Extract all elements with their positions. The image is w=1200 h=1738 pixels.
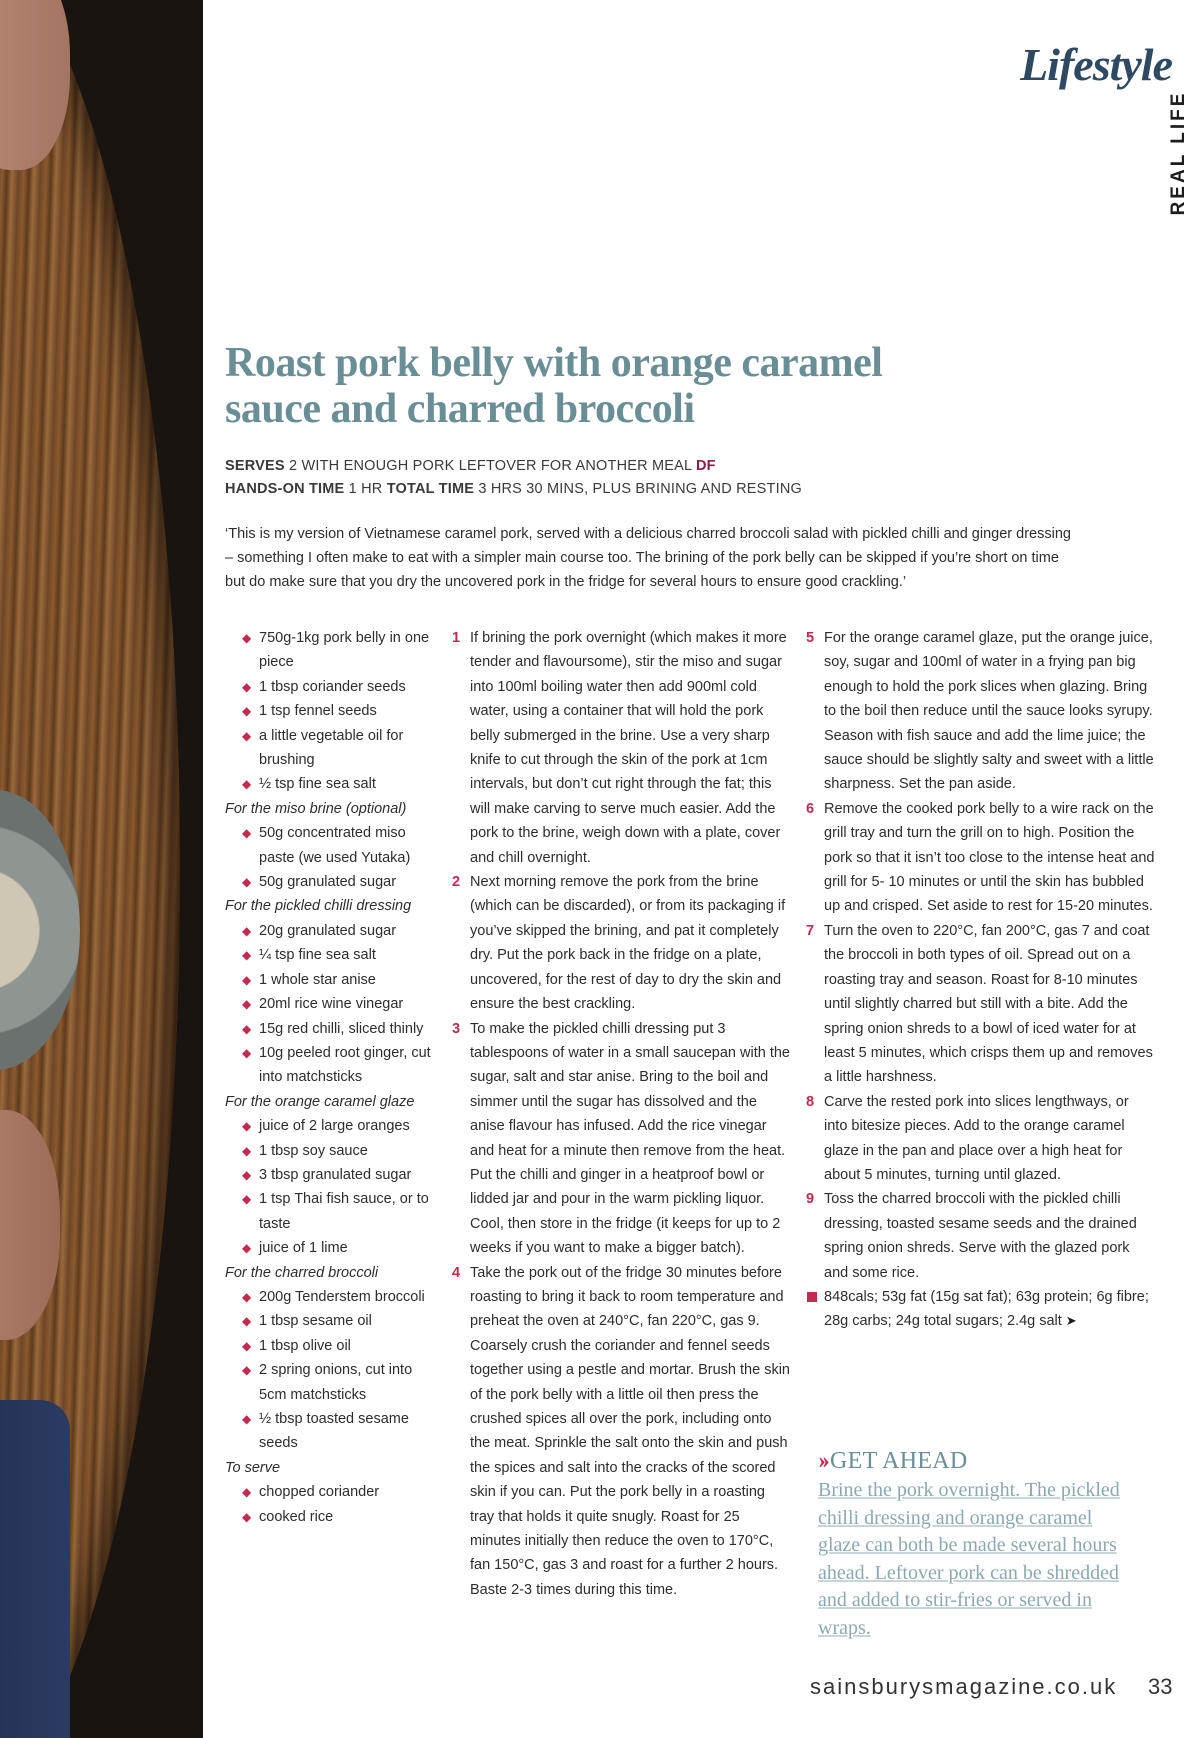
ingredient-item: ◆ 1 tbsp olive oil [225,1334,440,1358]
step-number: 4 [452,1264,461,1281]
get-ahead-body: Brine the pork overnight. The pickled chilli dressing and orange caramel glaze can both be made several hours ahead. Leftover pork can be shredded and added to stir-fries or served in wraps. [818,1479,1120,1639]
ingredient-item: ◆ a little vegetable oil for brushing [225,724,440,773]
ingredient-item: ◆ 1 tsp fennel seeds [225,699,440,723]
ingredient-item: ◆ 1 tbsp soy sauce [225,1139,440,1163]
step-text: If brining the pork overnight (which makes it more tender and flavoursome), stir the miso and sugar into 100ml boiling water then add 900ml cold water, using a container that will hold the pork belly submerged in the brine. Use a very sharp knife to cut through the skin of the pork at 1cm intervals, but don’t cut right through the fat; this will make carving to serve much easier. Add the pork to the brine, weigh down with a plate, cover and chill overnight. [470,630,787,866]
method-step [452,626,792,870]
method-step [452,1261,792,1603]
step-text: To make the pickled chilli dressing put 3 tablespoons of water in a small saucepan with the sugar, salt and star anise. Bring to the boil and simmer until the sugar has dissolved and the anise flavour has infused. Add the rice vinegar and heat for a minute then remove from the heat. Put the chilli and ginger in a heatproof bowl or lidded jar and pour in the warm pickling liquor. Cool, then store in the fridge (it keeps for up to 2 weeks if you want to make a bigger batch). [470,1020,790,1257]
step-text: Toss the charred broccoli with the pickled chilli dressing, toasted sesame seeds and the drained spring onion shreds. Serve with the glazed pork and some rice. [824,1191,1137,1281]
ingredient-item: ◆ juice of 2 large oranges [225,1114,440,1138]
method-column-1 [452,626,792,1602]
ingredient-group-heading: For the miso brine (optional) [225,800,407,817]
ingredient-item: ◆ 1 tbsp sesame oil [225,1309,440,1333]
ingredient-item: ◆ 2 spring onions, cut into 5cm matchsticks [225,1358,440,1407]
ingredient-item: ◆ 750g-1kg pork belly in one piece [225,626,440,675]
step-number: 3 [452,1020,461,1037]
ingredient-item: ◆ cooked rice [225,1505,440,1529]
method-step [452,1017,792,1261]
ingredient-item: ◆ ½ tbsp toasted sesame seeds [225,1407,440,1456]
step-number: 2 [452,874,461,891]
step-number: 6 [806,800,815,817]
step-text: Carve the rested pork into slices lengthways, or into bitesize pieces. Add to the orange caramel glaze in the pan and place over a high heat for about 5 minutes, turning until glazed. [824,1093,1129,1183]
ingredient-item: ◆ 1 tbsp coriander seeds [225,675,440,699]
step-text: Next morning remove the pork from the brine (which can be discarded), or from its packaging if you’ve skipped the brining, and pat it completely dry. Put the pork back in the fridge on a plate, uncovered, for the rest of day to dry the skin and ensure the best crackling. [470,874,786,1013]
step-text: Turn the oven to 220°C, fan 200°C, gas 7 and coat the broccoli in both types of oil. Spread out on a roasting tray and season. Roast for 8-10 minutes until slightly charred but still with a bite. Add the spring onion shreds to a bowl of iced water for at least 5 minutes, which crisps them up and removes a little harshness. [824,922,1153,1086]
method-step [806,1090,1156,1188]
step-text: Take the pork out of the fridge 30 minutes before roasting to bring it back to room temperature and preheat the oven at 240°C, fan 220°C, gas 9. Coarsely crush the coriander and fennel seeds together using a pestle and mortar. Brush the skin of the pork belly with a little oil then press the crushed spices all over the pork, including onto the meat. Sprinkle the salt onto the skin and push the spices and salt into the cracks of the scored skin if you can. Put the pork belly in a roasting tray that holds it quite snugly. Roast for 25 minutes initially then reduce the oven to 170°C, fan 150°C, gas 3 and roast for a further 2 hours. Baste 2-3 times during this time. [470,1264,790,1598]
step-number: 8 [806,1093,815,1110]
ingredient-item: ◆ 20g granulated sugar [225,919,440,943]
recipe-title: Roast pork belly with orange caramel sauce and charred broccoli [225,340,883,432]
ingredient-item: ◆ ½ tsp fine sea salt [225,772,440,796]
footer-url: sainsburysmagazine.co.uk [810,1674,1118,1699]
ingredient-item: ◆ 3 tbsp granulated sugar [225,1163,440,1187]
method-column-2 [806,626,1156,1334]
recipe-meta [225,455,802,501]
method-step [452,870,792,1016]
get-ahead-box [818,1448,1138,1642]
ingredient-item: ◆ 15g red chilli, sliced thinly [225,1017,440,1041]
step-number: 9 [806,1191,815,1208]
ingredient-item: ◆ 50g granulated sugar [225,870,440,894]
step-number: 1 [452,630,461,646]
get-ahead-heading: ›› GET AHEAD [818,1448,968,1474]
step-number: 5 [806,630,815,646]
page-number: 33 [1148,1674,1173,1699]
step-text: Remove the cooked pork belly to a wire rack on the grill tray and turn the grill on to high. Position the pork so that it isn’t too close to the intense heat and grill for 5- 10 minutes or until the skin has bubbled up and crisped. Set aside to rest for 15-20 minutes. [824,800,1155,915]
sleeve [0,1400,70,1738]
method-step [806,1187,1156,1285]
brand-logo: Lifestyle [1020,39,1172,90]
ingredient-item: ◆ ¼ tsp fine sea salt [225,943,440,967]
step-text: For the orange caramel glaze, put the orange juice, soy, sugar and 100ml of water in a frying pan big enough to hold the pork slices when glazing. Bring to the boil then reduce until the sauce looks syrupy. Season with fish sauce and add the lime juice; the sauce should be slightly salty and sweet with a little sharpness. Set the pan aside. [824,630,1154,793]
ingredient-item: ◆ 10g peeled root ginger, cut into matchsticks [225,1041,440,1090]
ingredient-item: ◆ 1 whole star anise [225,968,440,992]
chevron-right-icon: ›› [818,1448,826,1474]
food-photo-strip [0,0,203,1738]
ingredient-group-heading: To serve [225,1459,281,1476]
step-number: 7 [806,922,815,939]
ingredient-item: ◆ 1 tsp Thai fish sauce, or to taste [225,1187,440,1236]
section-label: REAL LIFE [1168,90,1189,216]
diet-badge: DF [696,458,716,474]
ingredient-item: ◆ 50g concentrated miso paste (we used Yutaka) [225,821,440,870]
continue-arrow-icon: ➤ [1065,1313,1077,1329]
ingredient-item: ◆ 20ml rice wine vinegar [225,992,440,1016]
nutrition-marker [807,1292,817,1302]
serves-line: SERVES 2 WITH ENOUGH PORK LEFTOVER FOR ANOTHER MEAL DF [225,458,716,474]
ingredient-group-heading: For the pickled chilli dressing [225,898,412,915]
method-step [806,797,1156,919]
method-step [806,919,1156,1090]
ingredient-item: ◆ 200g Tenderstem broccoli [225,1285,440,1309]
ingredient-group-heading: For the orange caramel glaze [225,1093,415,1110]
recipe-intro: ‘This is my version of Vietnamese caramel pork, served with a delicious charred broccoli salad with pickled chilli and ginger dressing – something I often make to eat with a simpler main course too. The brining of the pork belly can be skipped if you’re short on time but do make sure that you dry the uncovered pork in the fridge for several hours to ensure good crackling.’ [225,526,1071,590]
ingredient-group-heading: For the charred broccoli [225,1264,379,1281]
ingredients-list [225,626,440,1529]
method-step [806,626,1156,797]
time-line: HANDS-ON TIME 1 HR TOTAL TIME 3 HRS 30 MINS, PLUS BRINING AND RESTING [225,481,802,497]
ingredient-item: ◆ chopped coriander [225,1480,440,1504]
nutrition-info: 848cals; 53g fat (15g sat fat); 63g protein; 6g fibre; 28g carbs; 24g total sugars; 2.4g salt ➤ [806,1285,1156,1334]
ingredient-item: ◆ juice of 1 lime [225,1236,440,1260]
